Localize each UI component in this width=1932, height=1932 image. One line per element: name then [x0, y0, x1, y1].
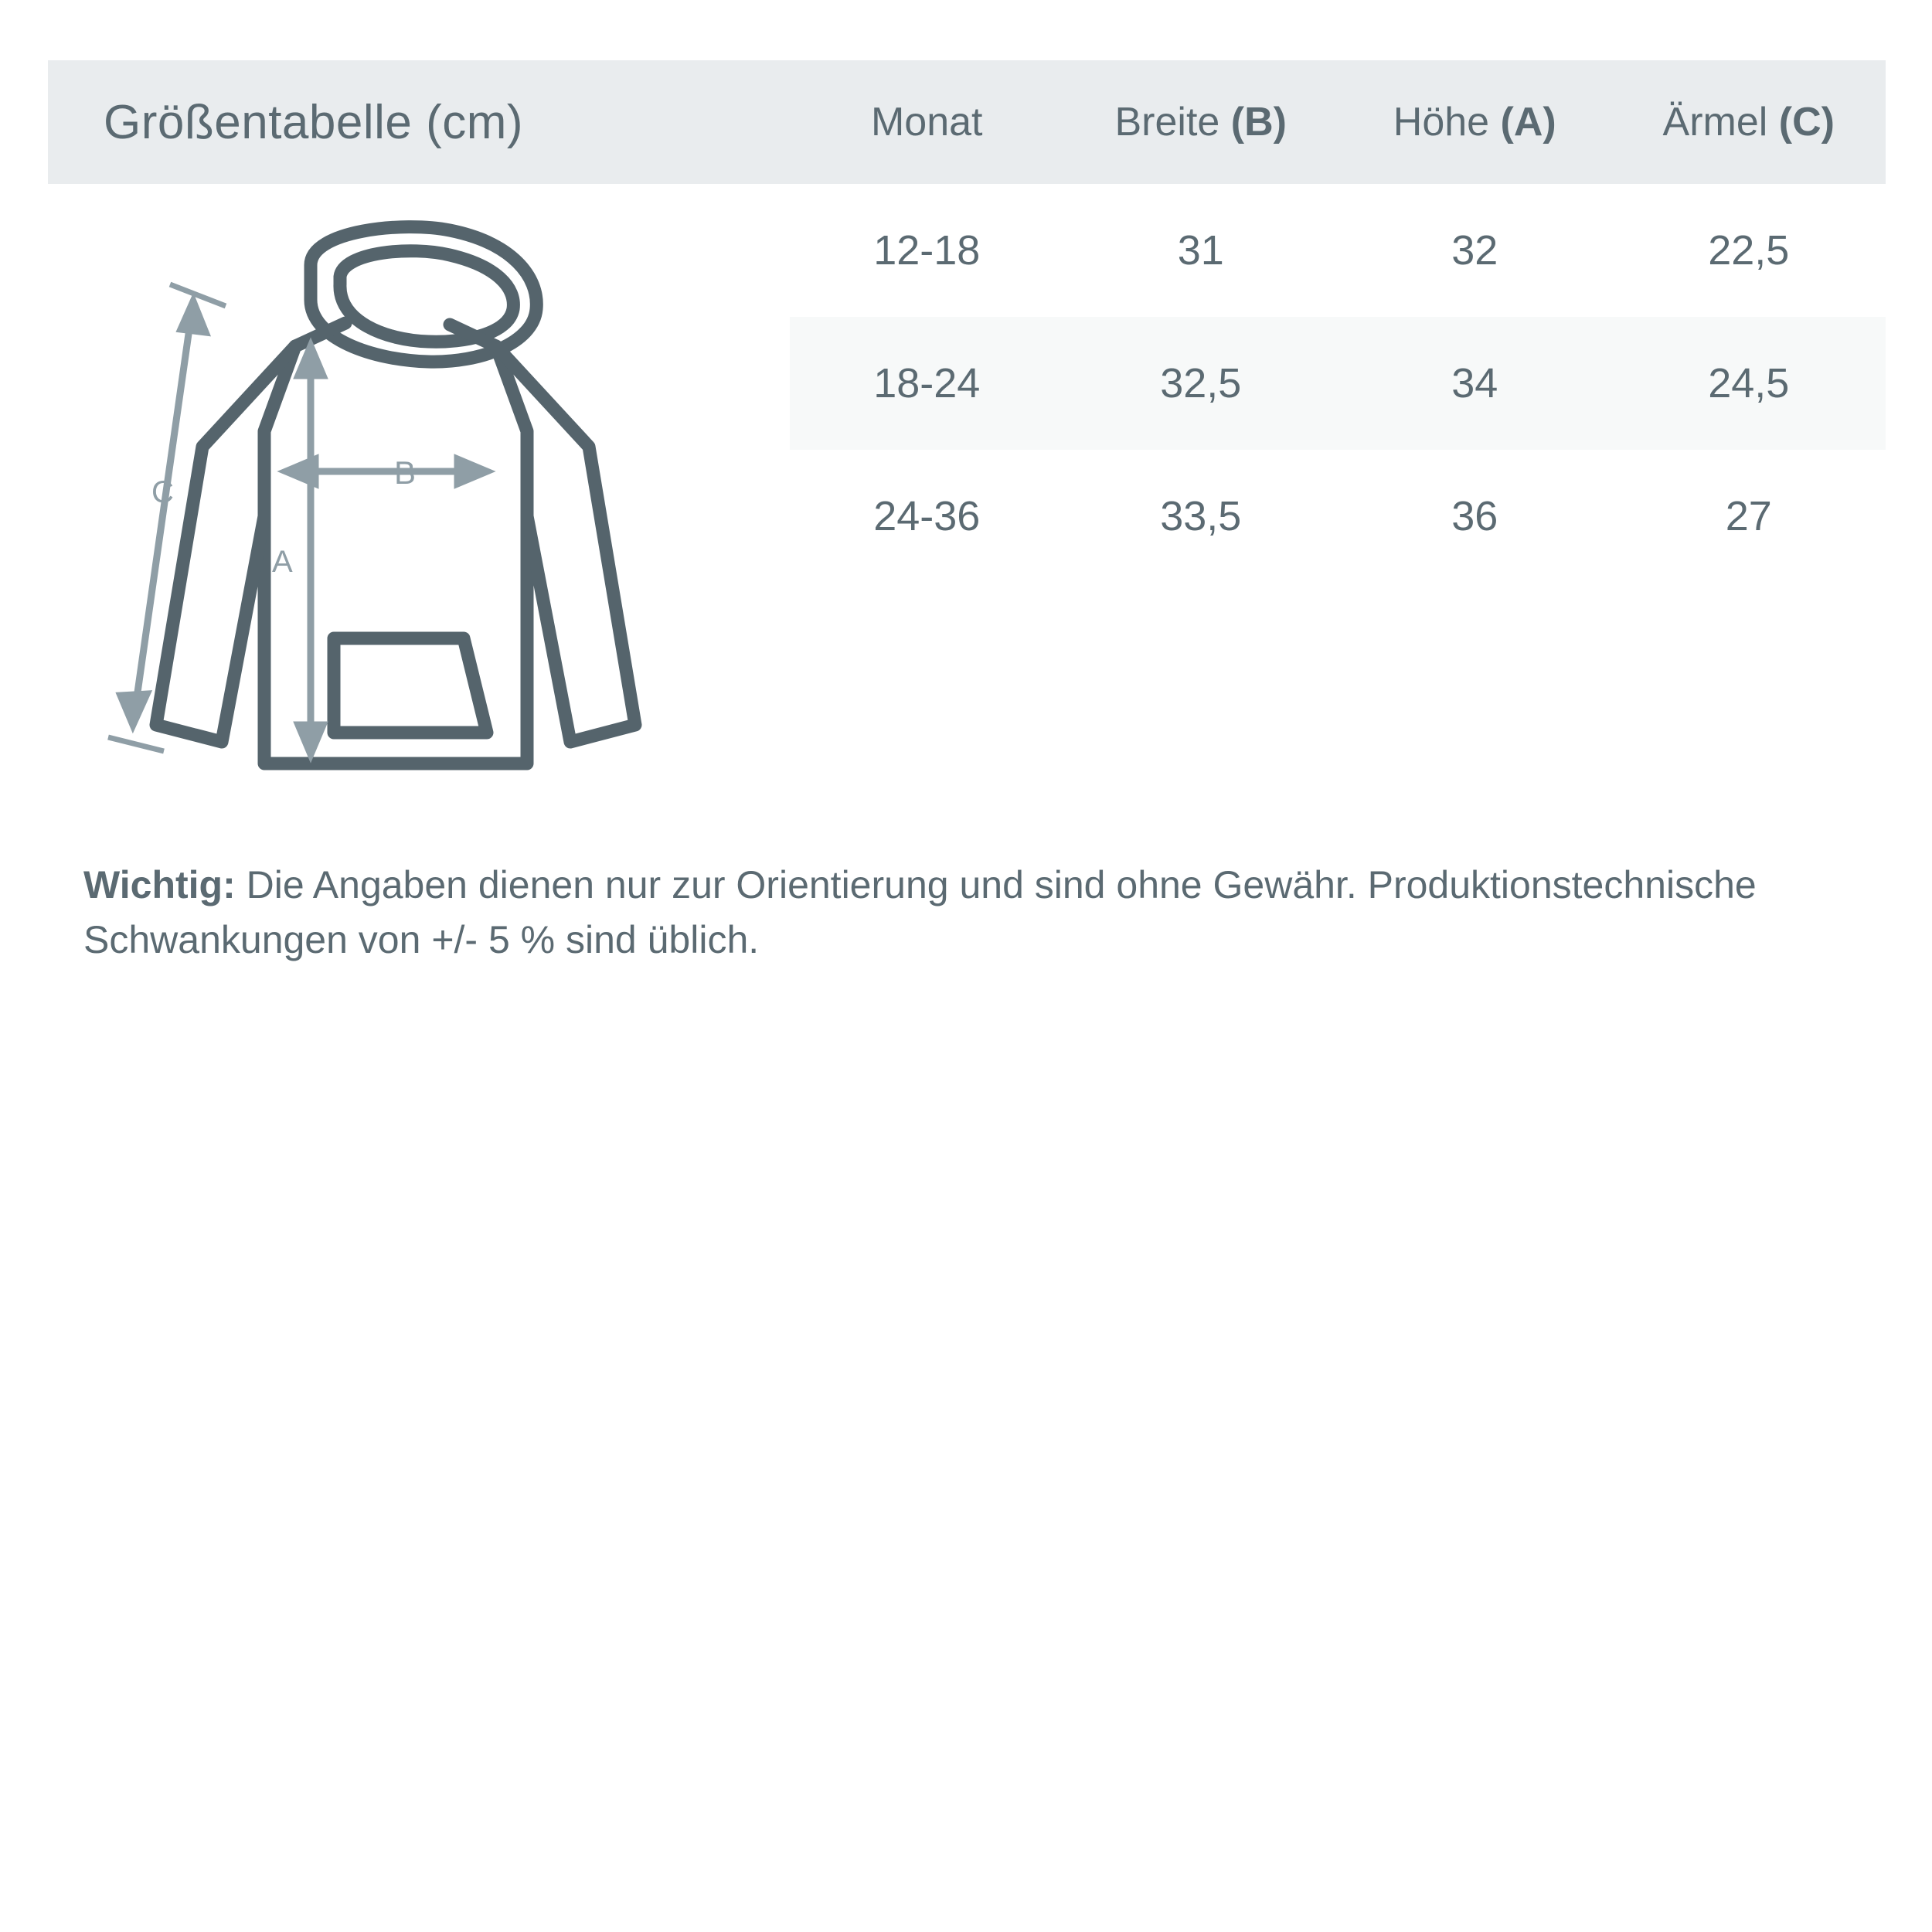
- column-header-hoehe-letter: (A): [1500, 100, 1556, 145]
- disclaimer-text: Die Angaben dienen nur zur Orientierung und sind ohne Gewähr. Produktionstechnische Schwankungen von +/- 5 % sind üblich.: [83, 863, 1757, 961]
- column-header-hoehe: [1338, 99, 1612, 145]
- disclaimer-label: Wichtig:: [83, 863, 236, 906]
- size-chart-rows: [790, 184, 1886, 583]
- disclaimer-note: [83, 858, 1845, 968]
- column-header-monat-label: Monat: [870, 100, 983, 145]
- cell-breite: 31: [1177, 227, 1224, 274]
- cell-hoehe: 34: [1451, 360, 1498, 406]
- dimension-label-a: A: [272, 545, 293, 579]
- hoodie-measurement-diagram-icon: [79, 192, 774, 794]
- column-header-breite-letter: (B): [1230, 100, 1287, 145]
- hoodie-diagram-cell: [48, 184, 790, 794]
- cell-monat: 18-24: [873, 360, 981, 406]
- dimension-label-c: C: [151, 475, 174, 509]
- dimension-label-b: B: [394, 454, 417, 491]
- cell-hoehe: 36: [1451, 493, 1498, 539]
- cell-aermel: 24,5: [1708, 360, 1790, 406]
- column-header-breite: [1064, 99, 1338, 145]
- cell-aermel: 27: [1725, 493, 1772, 539]
- page-title: Größentabelle (cm): [104, 95, 524, 149]
- column-header-hoehe-label: Höhe: [1393, 100, 1501, 145]
- column-header-breite-label: Breite: [1114, 100, 1231, 145]
- cell-aermel: 22,5: [1708, 227, 1790, 274]
- cell-hoehe: 32: [1451, 227, 1498, 274]
- size-chart: [48, 60, 1886, 794]
- column-header-monat: [790, 99, 1064, 145]
- size-chart-body: [48, 184, 1886, 794]
- table-row: [790, 317, 1886, 450]
- table-row: [790, 450, 1886, 583]
- cell-monat: 12-18: [873, 227, 981, 274]
- cell-breite: 33,5: [1160, 493, 1242, 539]
- size-chart-header: [48, 60, 1886, 184]
- column-header-aermel-label: Ärmel: [1662, 100, 1779, 145]
- table-row: [790, 184, 1886, 317]
- column-header-aermel-letter: (C): [1778, 100, 1835, 145]
- column-header-aermel: [1612, 99, 1886, 145]
- cell-breite: 32,5: [1160, 360, 1242, 406]
- cell-monat: 24-36: [873, 493, 981, 539]
